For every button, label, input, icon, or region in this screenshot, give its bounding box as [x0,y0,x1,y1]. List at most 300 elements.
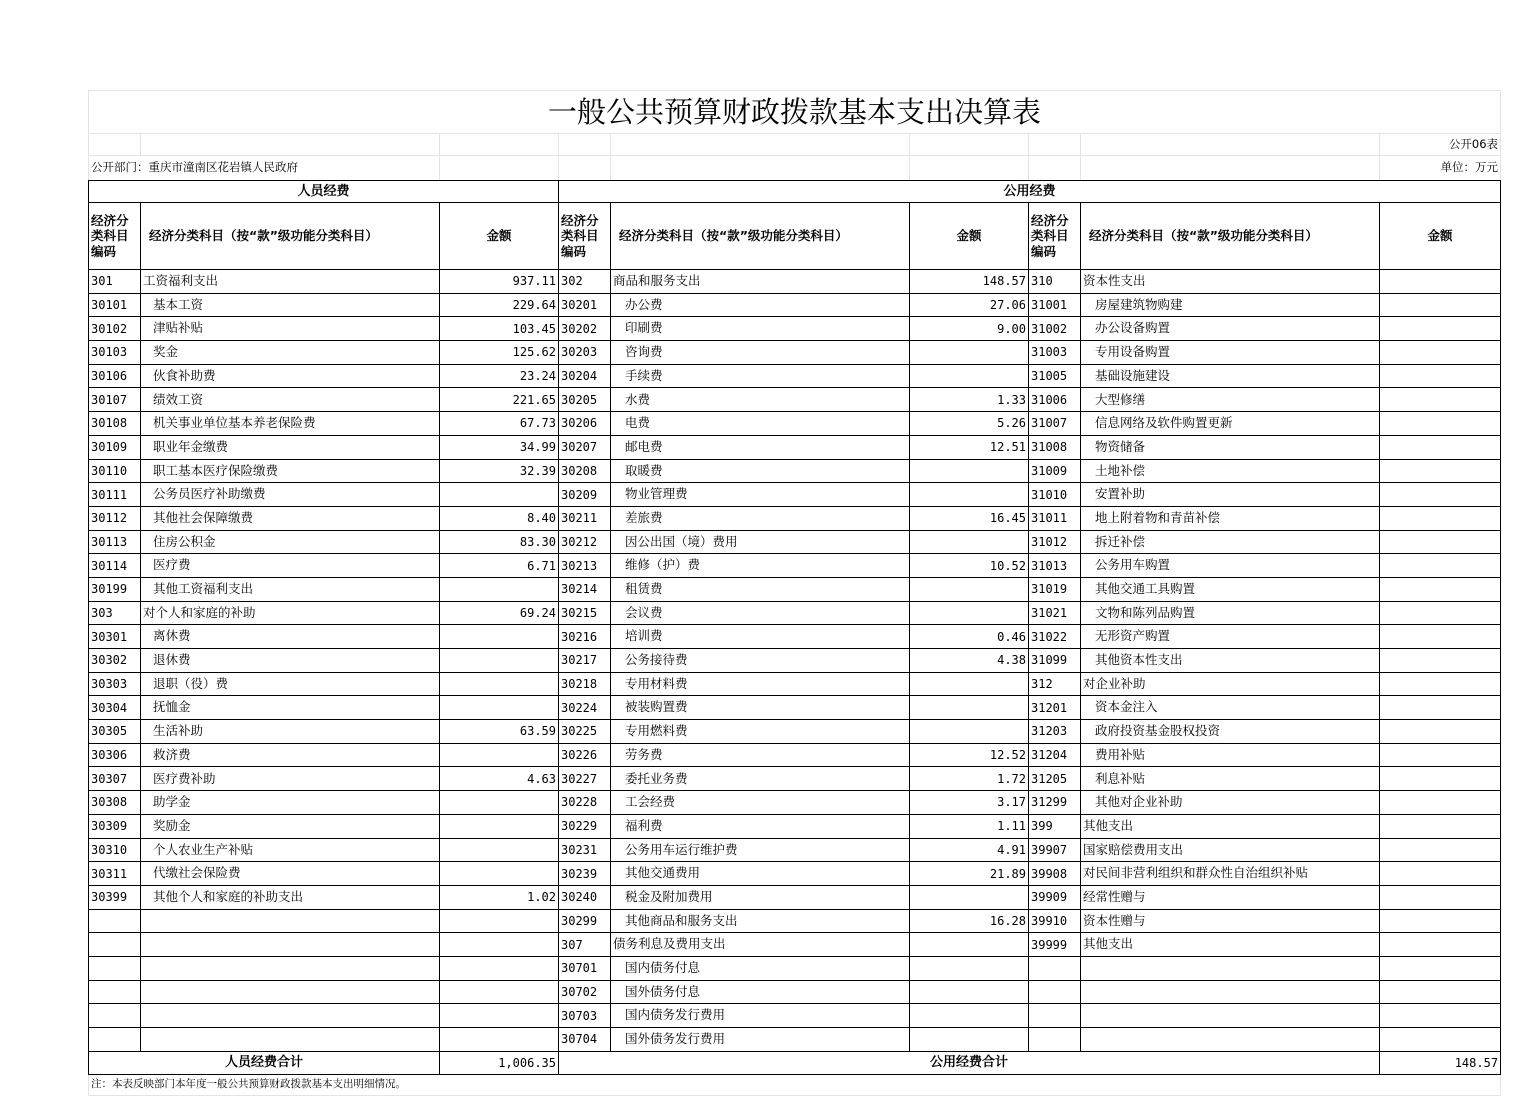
public-a-name-cell: 债务利息及费用支出 [611,933,910,957]
public-a-code-cell: 30208 [559,459,611,483]
public-a-code-cell: 30209 [559,483,611,507]
personnel-name-cell: 其他个人和家庭的补助支出 [141,885,440,909]
personnel-amount-cell [440,862,559,886]
public-a-amount-cell: 1.72 [910,767,1029,791]
personnel-amount-cell: 229.64 [440,293,559,317]
public-b-name-cell: 经常性赠与 [1081,885,1380,909]
public-b-name-cell: 文物和陈列品购置 [1081,601,1380,625]
public-a-code-cell: 30201 [559,293,611,317]
public-b-code-cell: 31007 [1029,412,1081,436]
table-row [89,435,1501,459]
personnel-amount-cell [440,980,559,1004]
public-a-amount-cell [910,364,1029,388]
public-b-code-cell: 399 [1029,814,1081,838]
public-b-code-cell: 31022 [1029,625,1081,649]
public-b-name-cell: 安置补助 [1081,483,1380,507]
personnel-amount-cell: 8.40 [440,506,559,530]
personnel-name-cell: 助学金 [141,791,440,815]
public-a-name-cell: 其他商品和服务支出 [611,909,910,933]
public-a-amount-cell [910,885,1029,909]
personnel-code-cell [89,933,141,957]
public-b-amount-cell [1380,435,1501,459]
personnel-code-cell: 30102 [89,317,141,341]
department-label: 公开部门：重庆市潼南区花岩镇人民政府 [89,156,440,181]
personnel-amount-cell: 4.63 [440,767,559,791]
table-row [89,672,1501,696]
public-a-amount-cell: 5.26 [910,412,1029,436]
public-a-name-cell: 税金及附加费用 [611,885,910,909]
public-total-label: 公用经费合计 [559,1051,1380,1074]
public-a-code-cell: 30225 [559,720,611,744]
public-a-amount-cell: 10.52 [910,554,1029,578]
personnel-name-cell [141,933,440,957]
public-a-amount-cell: 16.28 [910,909,1029,933]
table-row [89,933,1501,957]
personnel-total-amount: 1,006.35 [440,1051,559,1074]
table-row [89,341,1501,365]
public-b-amount-cell [1380,862,1501,886]
personnel-name-cell [141,980,440,1004]
public-a-name-cell: 工会经费 [611,791,910,815]
personnel-amount-cell [440,933,559,957]
public-a-name-cell: 培训费 [611,625,910,649]
table-row [89,554,1501,578]
unit-label: 单位：万元 [1380,156,1501,181]
public-a-amount-cell [910,1028,1029,1052]
public-a-name-cell: 公务接待费 [611,649,910,673]
public-b-code-cell: 31011 [1029,506,1081,530]
public-b-code-cell: 31012 [1029,530,1081,554]
public-a-amount-cell [910,672,1029,696]
personnel-code-cell: 30112 [89,506,141,530]
personnel-name-cell: 其他社会保障缴费 [141,506,440,530]
personnel-code-cell: 30199 [89,577,141,601]
public-a-name-cell: 水费 [611,388,910,412]
public-a-amount-cell [910,980,1029,1004]
personnel-code-cell: 30106 [89,364,141,388]
table-row [89,649,1501,673]
public-a-amount-cell [910,696,1029,720]
public-a-code-cell: 30240 [559,885,611,909]
public-a-amount-cell: 27.06 [910,293,1029,317]
public-b-name-cell: 无形资产购置 [1081,625,1380,649]
public-a-amount-cell: 148.57 [910,270,1029,294]
personnel-name-cell: 基本工资 [141,293,440,317]
public-b-amount-cell [1380,270,1501,294]
table-row [89,862,1501,886]
personnel-code-cell [89,1004,141,1028]
header-name: 经济分类科目（按“款”级功能分类科目） [141,203,440,270]
public-b-code-cell: 39999 [1029,933,1081,957]
public-a-code-cell: 30203 [559,341,611,365]
personnel-code-cell: 30306 [89,743,141,767]
personnel-code-cell [89,956,141,980]
personnel-name-cell: 对个人和家庭的补助 [141,601,440,625]
section-public: 公用经费 [559,181,1501,203]
public-a-amount-cell: 16.45 [910,506,1029,530]
public-b-code-cell [1029,956,1081,980]
personnel-amount-cell [440,483,559,507]
public-a-name-cell: 福利费 [611,814,910,838]
public-a-name-cell: 其他交通费用 [611,862,910,886]
public-b-amount-cell [1380,814,1501,838]
public-b-name-cell: 基础设施建设 [1081,364,1380,388]
personnel-name-cell: 其他工资福利支出 [141,577,440,601]
public-b-name-cell: 资本金注入 [1081,696,1380,720]
public-b-amount-cell [1380,364,1501,388]
public-a-amount-cell: 1.33 [910,388,1029,412]
public-b-code-cell: 31006 [1029,388,1081,412]
public-a-amount-cell [910,341,1029,365]
personnel-name-cell: 职工基本医疗保险缴费 [141,459,440,483]
section-personnel: 人员经费 [89,181,559,203]
personnel-name-cell: 离休费 [141,625,440,649]
public-a-amount-cell: 12.51 [910,435,1029,459]
public-b-amount-cell [1380,577,1501,601]
public-a-code-cell: 30214 [559,577,611,601]
public-a-code-cell: 30227 [559,767,611,791]
public-b-code-cell: 31019 [1029,577,1081,601]
public-b-name-cell: 对民间非营利组织和群众性自治组织补贴 [1081,862,1380,886]
public-a-name-cell: 维修（护）费 [611,554,910,578]
personnel-amount-cell [440,625,559,649]
public-b-code-cell: 39910 [1029,909,1081,933]
public-a-name-cell: 国外债务发行费用 [611,1028,910,1052]
public-b-amount-cell [1380,909,1501,933]
public-b-amount-cell [1380,341,1501,365]
personnel-code-cell: 30114 [89,554,141,578]
personnel-name-cell: 个人农业生产补贴 [141,838,440,862]
personnel-amount-cell: 125.62 [440,341,559,365]
public-b-code-cell: 39909 [1029,885,1081,909]
public-b-amount-cell [1380,649,1501,673]
personnel-amount-cell [440,909,559,933]
public-b-amount-cell [1380,459,1501,483]
personnel-code-cell: 30307 [89,767,141,791]
public-a-code-cell: 30226 [559,743,611,767]
form-number: 公开06表 [1380,134,1501,156]
public-b-amount-cell [1380,743,1501,767]
personnel-name-cell: 机关事业单位基本养老保险费 [141,412,440,436]
personnel-amount-cell: 937.11 [440,270,559,294]
public-a-name-cell: 被装购置费 [611,696,910,720]
public-b-name-cell: 办公设备购置 [1081,317,1380,341]
public-b-amount-cell [1380,980,1501,1004]
personnel-amount-cell: 103.45 [440,317,559,341]
public-a-amount-cell [910,956,1029,980]
public-a-amount-cell: 4.38 [910,649,1029,673]
public-a-code-cell: 30216 [559,625,611,649]
table-row [89,270,1501,294]
public-a-code-cell: 30299 [559,909,611,933]
public-a-name-cell: 专用材料费 [611,672,910,696]
expenditure-table [88,90,1501,1096]
public-a-name-cell: 取暖费 [611,459,910,483]
header-name: 经济分类科目（按“款”级功能分类科目） [1081,203,1380,270]
public-b-amount-cell [1380,317,1501,341]
personnel-name-cell: 救济费 [141,743,440,767]
personnel-code-cell: 30109 [89,435,141,459]
footnote: 注：本表反映部门本年度一般公共预算财政拨款基本支出明细情况。 [89,1074,1501,1095]
personnel-amount-cell [440,838,559,862]
public-b-code-cell [1029,1004,1081,1028]
header-amount: 金额 [1380,203,1501,270]
public-b-name-cell [1081,1004,1380,1028]
personnel-name-cell: 退休费 [141,649,440,673]
personnel-name-cell: 医疗费补助 [141,767,440,791]
public-a-name-cell: 国外债务付息 [611,980,910,1004]
table-row [89,388,1501,412]
personnel-amount-cell: 83.30 [440,530,559,554]
public-b-amount-cell [1380,388,1501,412]
public-b-code-cell [1029,1028,1081,1052]
personnel-name-cell: 津贴补贴 [141,317,440,341]
personnel-code-cell: 30308 [89,791,141,815]
public-a-code-cell: 30207 [559,435,611,459]
table-row [89,530,1501,554]
personnel-name-cell: 绩效工资 [141,388,440,412]
personnel-code-cell: 30399 [89,885,141,909]
table-row [89,720,1501,744]
public-a-amount-cell [910,530,1029,554]
table-row [89,909,1501,933]
public-b-amount-cell [1380,838,1501,862]
public-a-amount-cell: 4.91 [910,838,1029,862]
public-b-code-cell: 31013 [1029,554,1081,578]
personnel-amount-cell [440,791,559,815]
public-b-name-cell: 专用设备购置 [1081,341,1380,365]
table-row [89,577,1501,601]
public-b-name-cell: 公务用车购置 [1081,554,1380,578]
public-a-amount-cell: 3.17 [910,791,1029,815]
table-row [89,838,1501,862]
personnel-code-cell [89,909,141,933]
public-b-name-cell: 利息补贴 [1081,767,1380,791]
table-row [89,1028,1501,1052]
public-a-amount-cell [910,577,1029,601]
public-a-code-cell: 307 [559,933,611,957]
public-b-name-cell: 国家赔偿费用支出 [1081,838,1380,862]
public-b-code-cell: 31099 [1029,649,1081,673]
public-b-name-cell [1081,956,1380,980]
personnel-code-cell: 30310 [89,838,141,862]
personnel-name-cell [141,1028,440,1052]
personnel-code-cell: 301 [89,270,141,294]
personnel-total-label: 人员经费合计 [89,1051,440,1074]
header-code: 经济分类科目编码 [89,203,141,270]
public-b-code-cell: 31299 [1029,791,1081,815]
public-a-name-cell: 会议费 [611,601,910,625]
public-b-code-cell: 31009 [1029,459,1081,483]
public-b-code-cell [1029,980,1081,1004]
public-a-code-cell: 302 [559,270,611,294]
personnel-amount-cell [440,1004,559,1028]
public-a-amount-cell: 21.89 [910,862,1029,886]
table-row [89,293,1501,317]
public-a-code-cell: 30202 [559,317,611,341]
public-a-amount-cell [910,459,1029,483]
public-b-code-cell: 31204 [1029,743,1081,767]
public-a-code-cell: 30215 [559,601,611,625]
public-a-name-cell: 国内债务发行费用 [611,1004,910,1028]
public-b-code-cell: 31021 [1029,601,1081,625]
table-row [89,364,1501,388]
public-a-name-cell: 商品和服务支出 [611,270,910,294]
personnel-name-cell: 伙食补助费 [141,364,440,388]
public-a-name-cell: 劳务费 [611,743,910,767]
personnel-amount-cell: 34.99 [440,435,559,459]
personnel-amount-cell [440,649,559,673]
personnel-name-cell: 医疗费 [141,554,440,578]
table-row [89,767,1501,791]
public-a-code-cell: 30701 [559,956,611,980]
personnel-amount-cell [440,672,559,696]
personnel-amount-cell: 1.02 [440,885,559,909]
public-b-amount-cell [1380,956,1501,980]
budget-sheet [88,90,1500,1096]
public-b-code-cell: 39907 [1029,838,1081,862]
public-a-name-cell: 租赁费 [611,577,910,601]
personnel-code-cell: 30309 [89,814,141,838]
personnel-name-cell: 抚恤金 [141,696,440,720]
personnel-name-cell: 公务员医疗补助缴费 [141,483,440,507]
table-row [89,956,1501,980]
public-b-amount-cell [1380,293,1501,317]
personnel-name-cell [141,1004,440,1028]
public-a-code-cell: 30224 [559,696,611,720]
public-a-name-cell: 物业管理费 [611,483,910,507]
public-b-amount-cell [1380,530,1501,554]
personnel-code-cell: 303 [89,601,141,625]
personnel-code-cell: 30303 [89,672,141,696]
public-b-amount-cell [1380,554,1501,578]
personnel-name-cell [141,956,440,980]
public-b-name-cell [1081,980,1380,1004]
personnel-code-cell: 30103 [89,341,141,365]
public-a-amount-cell [910,720,1029,744]
public-b-name-cell: 其他支出 [1081,814,1380,838]
public-a-code-cell: 30205 [559,388,611,412]
personnel-name-cell: 住房公积金 [141,530,440,554]
public-b-code-cell: 31001 [1029,293,1081,317]
public-a-code-cell: 30206 [559,412,611,436]
public-a-name-cell: 委托业务费 [611,767,910,791]
public-b-code-cell: 31203 [1029,720,1081,744]
public-b-amount-cell [1380,720,1501,744]
public-b-name-cell: 房屋建筑物购建 [1081,293,1380,317]
personnel-code-cell: 30108 [89,412,141,436]
public-b-amount-cell [1380,601,1501,625]
public-a-code-cell: 30212 [559,530,611,554]
public-b-amount-cell [1380,933,1501,957]
public-b-code-cell: 39908 [1029,862,1081,886]
public-a-name-cell: 办公费 [611,293,910,317]
personnel-code-cell: 30311 [89,862,141,886]
public-a-code-cell: 30703 [559,1004,611,1028]
public-a-code-cell: 30229 [559,814,611,838]
public-a-code-cell: 30218 [559,672,611,696]
public-b-name-cell: 土地补偿 [1081,459,1380,483]
personnel-name-cell: 奖金 [141,341,440,365]
personnel-code-cell: 30101 [89,293,141,317]
personnel-amount-cell [440,743,559,767]
personnel-code-cell: 30304 [89,696,141,720]
public-b-name-cell: 政府投资基金股权投资 [1081,720,1380,744]
public-b-code-cell: 31010 [1029,483,1081,507]
public-b-code-cell: 312 [1029,672,1081,696]
header-amount: 金额 [910,203,1029,270]
personnel-code-cell: 30305 [89,720,141,744]
personnel-name-cell: 奖励金 [141,814,440,838]
personnel-code-cell: 30113 [89,530,141,554]
header-code: 经济分类科目编码 [559,203,611,270]
public-a-name-cell: 手续费 [611,364,910,388]
public-b-code-cell: 31201 [1029,696,1081,720]
public-b-name-cell: 资本性赠与 [1081,909,1380,933]
personnel-amount-cell: 6.71 [440,554,559,578]
public-b-name-cell: 其他资本性支出 [1081,649,1380,673]
table-row [89,601,1501,625]
personnel-amount-cell [440,696,559,720]
public-b-name-cell: 资本性支出 [1081,270,1380,294]
public-a-amount-cell: 0.46 [910,625,1029,649]
public-b-name-cell: 其他支出 [1081,933,1380,957]
public-b-name-cell: 大型修缮 [1081,388,1380,412]
personnel-amount-cell [440,814,559,838]
table-row [89,317,1501,341]
public-a-code-cell: 30702 [559,980,611,1004]
personnel-amount-cell [440,956,559,980]
public-a-name-cell: 印刷费 [611,317,910,341]
personnel-name-cell: 代缴社会保险费 [141,862,440,886]
header-code: 经济分类科目编码 [1029,203,1081,270]
column-header-row [89,203,1501,270]
public-a-name-cell: 因公出国（境）费用 [611,530,910,554]
public-a-amount-cell: 9.00 [910,317,1029,341]
table-row [89,814,1501,838]
public-b-code-cell: 31008 [1029,435,1081,459]
public-b-amount-cell [1380,885,1501,909]
personnel-name-cell: 工资福利支出 [141,270,440,294]
public-b-name-cell: 信息网络及软件购置更新 [1081,412,1380,436]
personnel-name-cell: 职业年金缴费 [141,435,440,459]
personnel-code-cell: 30110 [89,459,141,483]
public-a-name-cell: 邮电费 [611,435,910,459]
table-row [89,696,1501,720]
public-a-code-cell: 30217 [559,649,611,673]
table-row [89,980,1501,1004]
public-b-name-cell: 对企业补助 [1081,672,1380,696]
public-a-name-cell: 电费 [611,412,910,436]
personnel-amount-cell [440,577,559,601]
personnel-name-cell [141,909,440,933]
public-b-name-cell: 地上附着物和青苗补偿 [1081,506,1380,530]
public-a-code-cell: 30704 [559,1028,611,1052]
personnel-code-cell: 30111 [89,483,141,507]
public-total-amount: 148.57 [1380,1051,1501,1074]
personnel-amount-cell: 221.65 [440,388,559,412]
public-a-code-cell: 30239 [559,862,611,886]
public-a-name-cell: 公务用车运行维护费 [611,838,910,862]
table-row [89,885,1501,909]
public-b-code-cell: 31002 [1029,317,1081,341]
personnel-amount-cell: 32.39 [440,459,559,483]
public-b-code-cell: 310 [1029,270,1081,294]
public-a-code-cell: 30211 [559,506,611,530]
public-b-name-cell: 拆迁补偿 [1081,530,1380,554]
table-row [89,483,1501,507]
public-b-amount-cell [1380,791,1501,815]
